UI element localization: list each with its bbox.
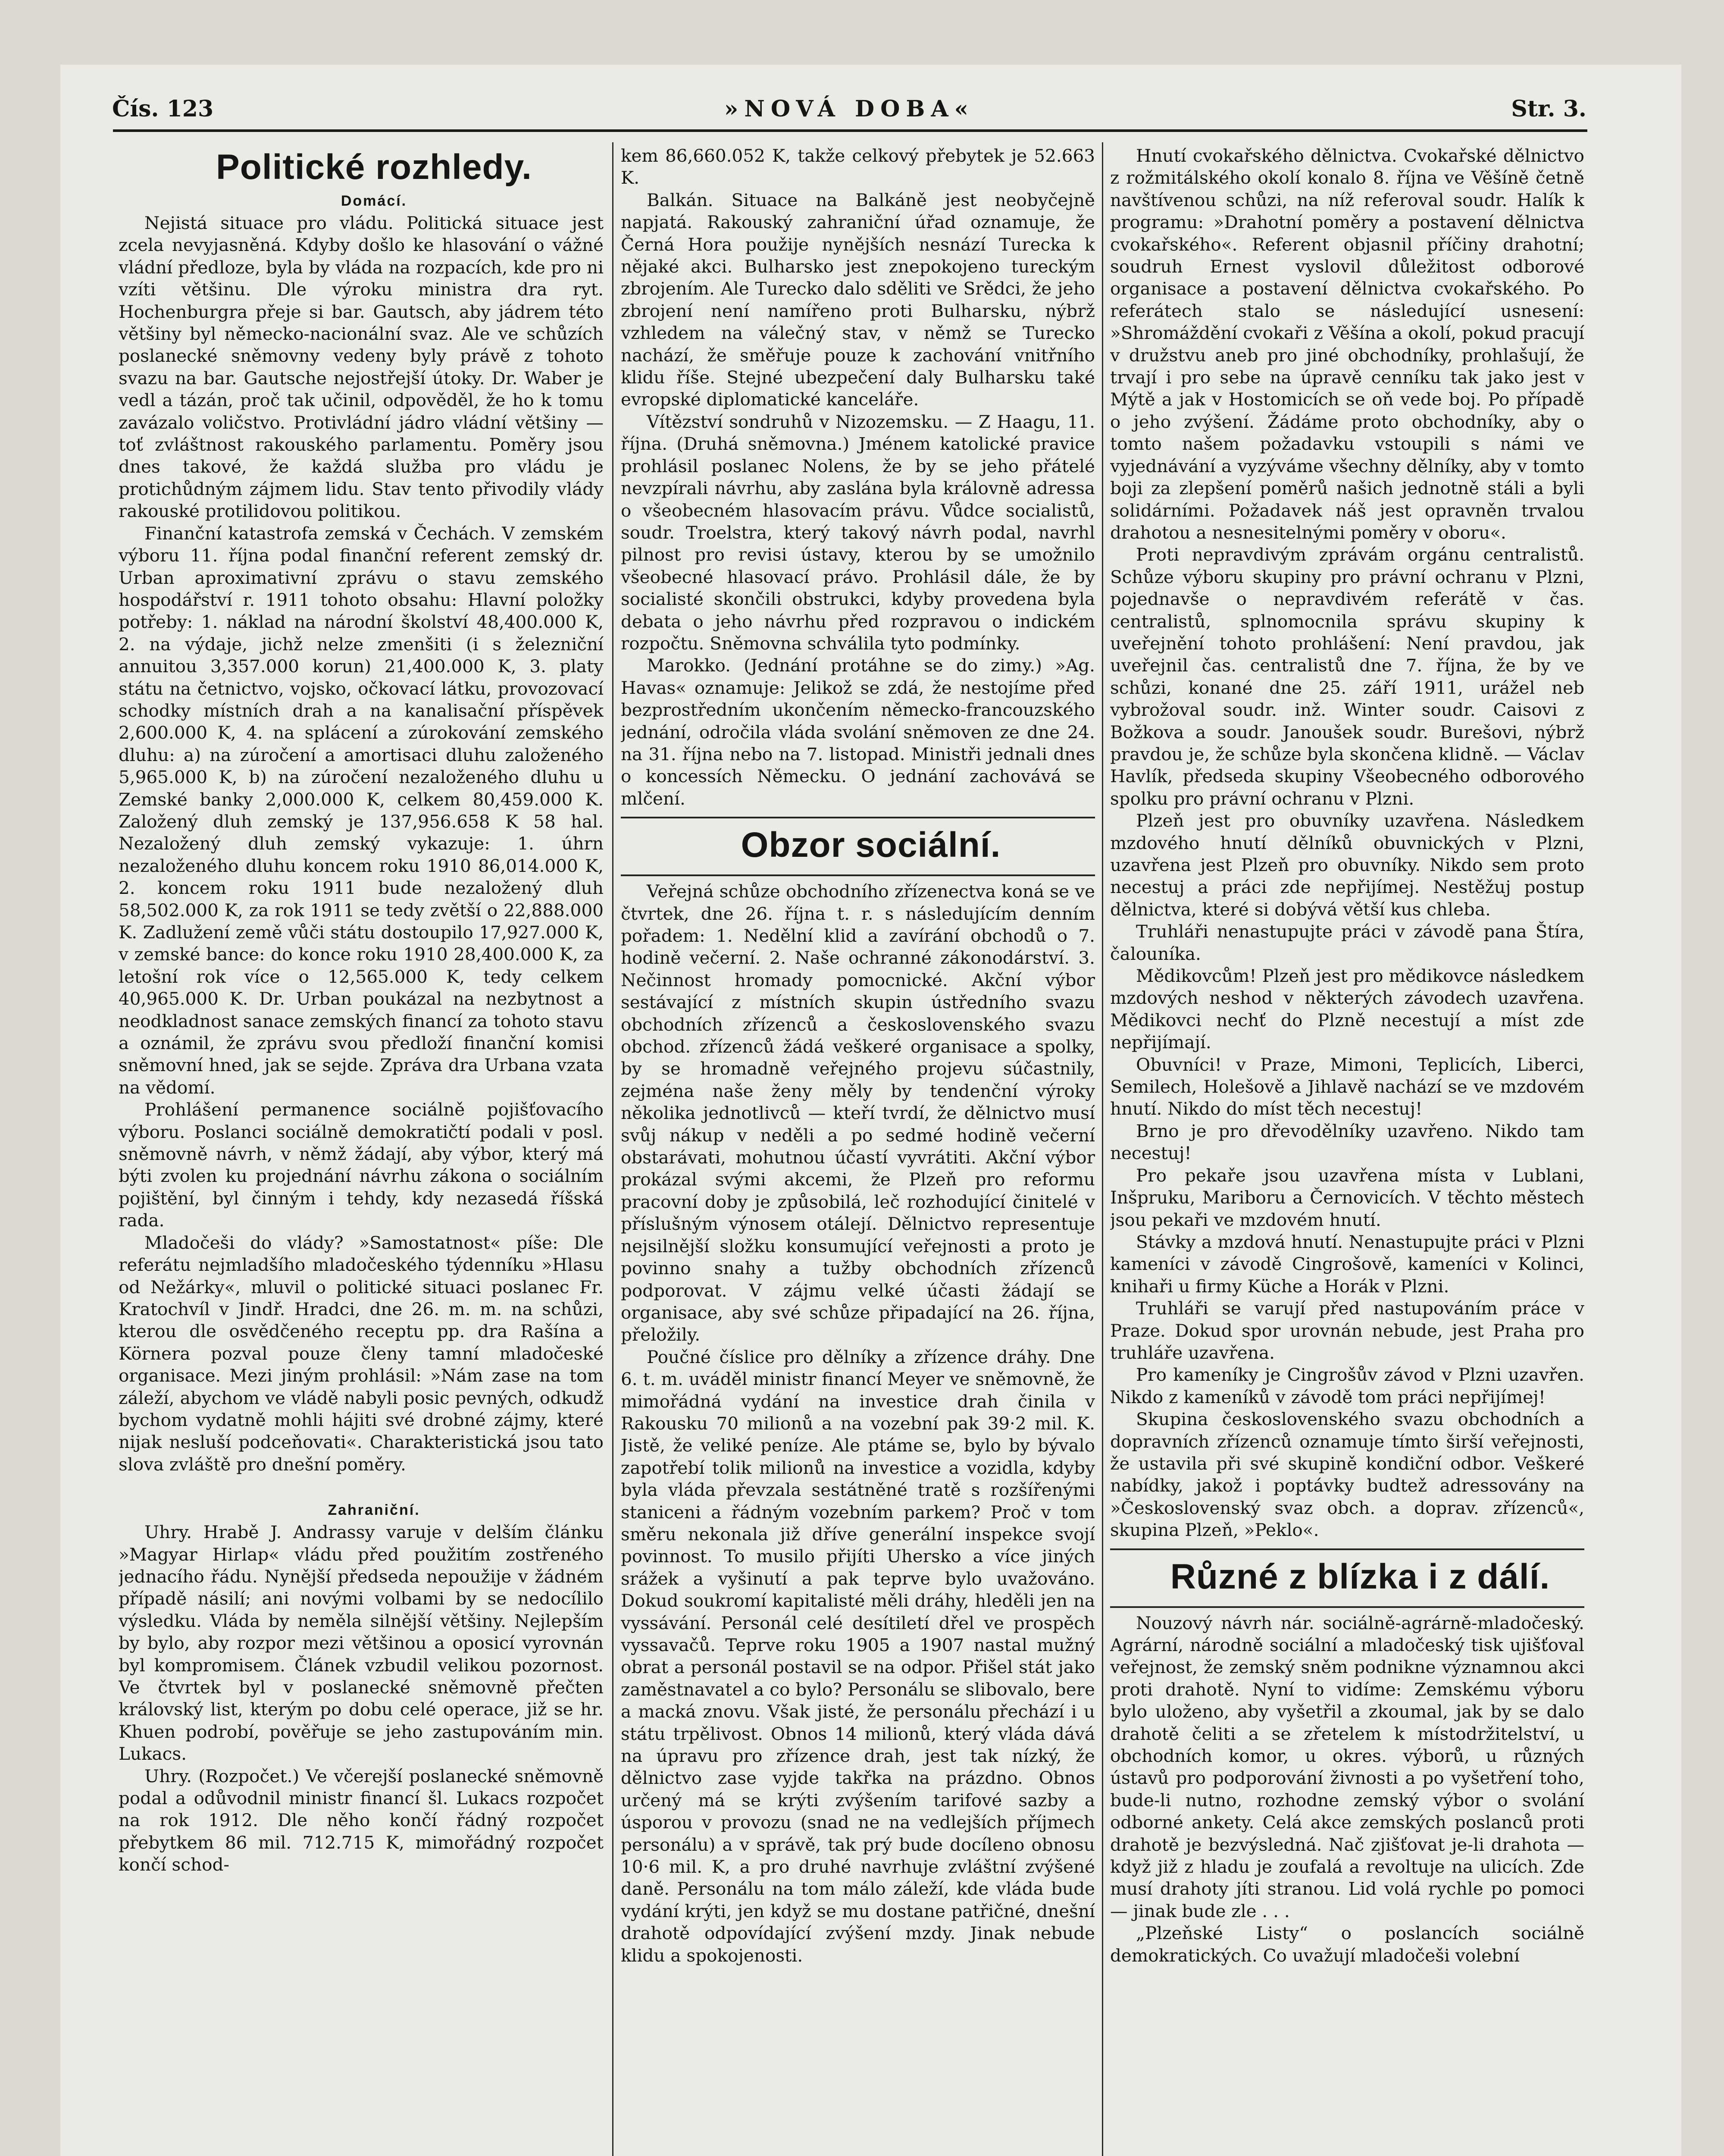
article-paragraph: Truhláři nenastupujte práci v závodě pana Štíra, čalouníka. bbox=[1110, 921, 1584, 964]
section-title-misc: Různé z blízka i z dálí. bbox=[1170, 1557, 1550, 1596]
column-1 bbox=[119, 145, 604, 2156]
issue-number: Čís. 123 bbox=[112, 96, 214, 122]
article-paragraph: Marokko. (Jednání protáhne se do zimy.) »Ag. Havas« oznamuje: Jelikož se zdá, že nestojíme před bezprostředním ukončením německo-francouzského jednání, odročila vláda svolání sněmoven ze dne 24. na 31. října nebo na 7. listopad. Ministři jednali dnes o koncessích Německu. O jednání zachovává se mlčení. bbox=[621, 655, 1095, 809]
article-paragraph: Uhry. (Rozpočet.) Ve včerejší poslanecké sněmovně podal a odůvodnil ministr financí šl. Lukacs rozpočet na rok 1912. Dle něho končí řádný rozpočet přebytkem 86 mil. 712.715 K, mimořádný rozpočet končí schod- bbox=[119, 1765, 604, 1875]
article-paragraph: kem 86,660.052 K, takže celkový přebytek je 52.663 K. bbox=[621, 145, 1095, 188]
article-paragraph: Nejistá situace pro vládu. Politická situace jest zcela nevyjasněná. Kdyby došlo ke hlasování o vážné vládní předloze, byla by vláda na rozpacích, kde pro ni vzíti většinu. Dle výroku ministra dra ryt. Hochenburgra přeje si bar. Gautsch, aby jádrem této většiny byl německo-nacionální svaz. Ale ve schůzích poslanecké sněmovny vedeny byly právě z tohoto svazu na bar. Gautsche nejostřejší útoky. Dr. Waber je vedl a tázán, proč tak učinil, odpověděl, že ho k tomu zavázalo voličstvo. Protivládní jádro vládní většiny — toť zvláštnost rakouského parlamentu. Poměry jsou dnes takové, že každá služba pro vládu je protichůdným zájmem lidu. Stav tento přivodily vlády rakouské protilidovou politikou. bbox=[119, 213, 604, 522]
column-divider bbox=[612, 142, 613, 2156]
article-paragraph: Veřejná schůze obchodního zřízenectva koná se ve čtvrtek, dne 26. října t. r. s následujícím denním pořadem: 1. Nedělní klid a zavírání obchodů o 7. hodině večerní. 2. Naše ochranné zákonodárství. 3. Nečinnost hromady pomocnické. Akční výbor sestávající z místních skupin ústředního svazu obchodních zřízenců a československého svazu obchod. zřízenců žádá veškeré organisace a spolky, by se hromadně veřejného projevu súčastnily, zejména naše ženy měly by tendenční výroky několika jednotlivců — kteří tvrdí, že dělnictvo musí svůj nákup v neděli a po sedmé hodině večerní obstarávati, mohutnou účastí vyvrátiti. Akční výbor prokázal svými akcemi, že Plzeň pro reformu pracovní doby je způsobilá, leč rozhodující činitelé v příslušným výnosem otálejí. Dělnictvo representuje nejsilnější složku konsumující veřejnosti a proto je povinno snahy a tužby obchodních zřízenců podporovat. V zájmu velké účasti žádají se organisace, aby své schůze připadající na 26. října, přeložily. bbox=[621, 881, 1095, 1345]
article-paragraph: Stávky a mzdová hnutí. Nenastupujte práci v Plzni kameníci v závodě Cingrošově, kameníci v Kolinci, knihaři u firmy Küche a Horák v Plzni. bbox=[1110, 1231, 1584, 1297]
section-rule bbox=[621, 817, 1095, 818]
column-2 bbox=[621, 145, 1095, 2156]
page-number: Str. 3. bbox=[1511, 96, 1586, 122]
section-title-social: Obzor sociální. bbox=[741, 825, 1001, 865]
article-paragraph: Poučné číslice pro dělníky a zřízence dráhy. Dne 6. t. m. uváděl ministr financí Meyer ve sněmovně, že mimořádná vydání na investice drah činila v Rakousku 70 milionů a na vozební pak 39·2 mil. K. Jistě, že veliké peníze. Ale ptáme se, bylo by bývalo zapotřebí tolik milionů na investice a vozidla, kdyby byla vláda převzala sestátněné tratě s rozšířenými staniceni a řádným vozebním parkem? Proč v tom směru nekonala již dříve generální inspekce svojí povinnost. To musilo přijíti Uhersko a více jiných srážek a vyšinutí a pak teprve bylo uvažováno. Dokud soukromí kapitalisté měli dráhy, hleděli jen na vyssávání. Personál celé desítiletí dřel ve prospěch vyssavačů. Teprve roku 1905 a 1907 nastal mužný obrat a personál postavil se na odpor. Přišel stát jako zaměstnavatel a co bylo? Personálu se slibovalo, bere a macká znovu. Však jisté, že personálu přechází i u státu trpělivost. Obnos 14 milionů, který vláda dává na úpravu pro zřízence drah, jest tak nízký, že dělnictvo zase vyjde takřka na prázdno. Obnos určený má se krýti zvýšením tarifové sazby a úsporou v provozu (snad ne na vedlejších příjmech personálu) a v správě, tak prý bude docíleno obnosu 10·6 mil. K, a pro druhé navrhuje zvláštní zvýšené daně. Personálu na tom málo záleží, kde vláda bude vydání krýti, jen když se mu dostane patřičné, dnešní drahotě odpovídající zvýšení mzdy. Jinak nebude klidu a spokojenosti. bbox=[621, 1346, 1095, 1966]
article-paragraph: Skupina československého svazu obchodních a dopravních zřízenců oznamuje tímto širší veřejnosti, že ustavila při své skupině kondiční odbor. Veškeré nabídky, jakož i poptávky budtež adressovány na »Československý svaz obch. a doprav. zřízenců«, skupina Plzeň, »Peklo«. bbox=[1110, 1409, 1584, 1541]
article-paragraph: Truhláři se varují před nastupováním práce v Praze. Dokud spor urovnán nebude, jest Praha pro truhláře uzavřena. bbox=[1110, 1298, 1584, 1363]
article-paragraph: Mladočeši do vlády? »Samostatnost« píše: Dle referátu nejmladšího mladočeského týdenníku »Hlasu od Nežárky«, mluvil o politické situaci poslanec Fr. Kratochvíl v Jindř. Hradci, dne 26. m. m. na schůzi, kterou dle osvědčeného receptu pp. dra Rašína a Körnera pozval pouze členy tamní mladočeské organisace. Mezi jiným prohlásil: »Nám zase na tom záleží, abychom ve vládě nabyli posic pevných, odkudž bychom vydatně mohli hájiti své drobné zájmy, které nijak nesluší podceňovati«. Charakteristická jsou tato slova zvláště pro dnešní poměry. bbox=[119, 1232, 604, 1475]
subsection-foreign: Zahraniční. bbox=[328, 1502, 420, 1519]
article-paragraph: Plzeň jest pro obuvníky uzavřena. Následkem mzdového hnutí dělníků obuvnických v Plzni, uzavřena jest Plzeň pro obuvníky. Nikdo sem proto necestuj a práci zde nepřijímej. Nestěžuj postup dělnictva, které si dobývá větší kus chleba. bbox=[1110, 810, 1584, 920]
newspaper-title: »NOVÁ DOBA« bbox=[724, 96, 975, 122]
article-paragraph: Obuvníci! v Praze, Mimoni, Teplicích, Liberci, Semilech, Holešově a Jihlavě nachází se ve mzdovém hnutí. Nikdo do míst těch necestuj! bbox=[1110, 1054, 1584, 1119]
article-paragraph: Finanční katastrofa zemská v Čechách. V zemském výboru 11. října podal finanční referent zemský dr. Urban aproximativní zprávu o stavu zemského hospodářství r. 1911 tohoto obsahu: Hlavní položky potřeby: 1. náklad na národní školství 48,400.000 K, 2. na výdaje, jichž nelze zmenšiti (i s železniční annuitou 3,357.000 korun) 21,400.000 K, 3. platy státu na četnictvo, vojsko, očkovací látku, provozovací schodky místních drah a na kanalisační příspěvek 2,600.000 K, 4. na splácení a zúrokování zemského dluhu: a) na zúročení a amortisaci dluhu založeného 5,965.000 K, b) na zúročení nezaloženého dluhu u Zemské banky 2,000.000 K, celkem 80,459.000 K. Založený dluh zemský je 137,956.658 K 58 hal. Nezaložený dluh zemský vykazuje: 1. úhrn nezaloženého dluhu koncem roku 1910 86,014.000 K, 2. koncem roku 1911 bude nezaložený dluh 58,502.000 K, za rok 1911 se tedy zvětší o 22,888.000 K. Zadlužení země vůči státu dostoupilo 17,927.000 K, v zemské bance: do konce roku 1910 28,400.000 K, za letošní rok více o 12,565.000 K, tedy celkem 40,965.000 K. Dr. Urban poukázal na nezbytnost a neodkladnost sanace zemských financí za tohoto stavu a oznámil, že zprávu svou předloží finanční komisi sněmovní hned, jak se sejde. Zpráva dra Urbana vzata na vědomí. bbox=[119, 523, 604, 1098]
article-paragraph: Hnutí cvokařského dělnictva. Cvokařské dělnictvo z rožmitálského okolí konalo 8. října ve Věšíně četně navštívenou schůzi, na níž referoval soudr. Halík k programu: »Drahotní poměry a postavení dělnictva cvokařského«. Referent objasnil příčiny drahotní; soudruh Ernest vyslovil důležitost odborové organisace a postavení dělnictva cvokařského. Po referátech stalo se následující usnesení: »Shromáždění cvokaři z Věšína a okolí, pokud pracují v družstvu aneb pro jiné obchodníky, prohlašují, že trvají i pro sebe na úpravě cenníku tak jako jest v Mýtě a jak v Hostomicích se oň vede boj. Po případě o jeho zvýšení. Žádáme proto obchodníky, aby o tomto našem požadavku vstoupili s námi ve vyjednávání a vyzýváme všechny dělníky, aby v tomto boji za zlepšení poměrů našich jednotně stáli a byli solidárními. Požadavek náš jest opravněn trvalou drahotou a nesnesitelnými poměry v oboru«. bbox=[1110, 145, 1584, 543]
article-paragraph: Vítězství sondruhů v Nizozemsku. — Z Haagu, 11. října. (Druhá sněmovna.) Jménem katolické pravice prohlásil poslanec Nolens, že by se jeho přátelé nevzpírali návrhu, aby zaslána byla královně adressa o všeobecném hlasovacím právu. Vůdce socialistů, soudr. Troelstra, který takový návrh podal, navrhl pilnost pro revisi ústavy, kterou by se umožnilo všeobecné hlasovací právo. Prohlásil dále, že by socialisté skončili obstrukci, kdyby provedena byla debata o jeho návrhu před rozpravou o indickém rozpočtu. Sněmovna schválila tyto podmínky. bbox=[621, 411, 1095, 654]
article-paragraph: Balkán. Situace na Balkáně jest neobyčejně napjatá. Rakouský zahraniční úřad oznamuje, že Černá Hora použije nynějších nesnází Turecka k nějaké akci. Bulharsko jest znepokojeno tureckým zbrojením. Ale Turecko dalo sděliti ve Srědci, že jeho zbrojení není namířeno proti Bulharsku, nýbrž vzhledem na válečný stav, v němž se Turecko nachází, že směřuje pouze k zachování vnitřního klidu říše. Stejné ubezpečení daly Bulharsku také evropské diplomatické kanceláře. bbox=[621, 189, 1095, 410]
article-paragraph: Pro kameníky je Cingrošův závod v Plzni uzavřen. Nikdo z kameníků v závodě tom práci nepřijímej! bbox=[1110, 1364, 1584, 1407]
article-paragraph: Prohlášení permanence sociálně pojišťovacího výboru. Poslanci sociálně demokratičtí podali v posl. sněmovně návrh, v němž žádají, aby výbor, který má býti zvolen ku projednání návrhu zákona o sociálním pojištění, byl činným i tehdy, kdy nezasedá říšská rada. bbox=[119, 1099, 604, 1231]
article-paragraph: „Plzeňské Listy“ o poslancích sociálně demokratických. Co uvažují mladočeši volební bbox=[1110, 1923, 1584, 1966]
column-divider bbox=[1102, 142, 1103, 2156]
article-paragraph: Pro pekaře jsou uzavřena místa v Lublani, Inšpruku, Mariboru a Černovicích. V těchto městech jsou pekaři ve mzdovém hnutí. bbox=[1110, 1165, 1584, 1230]
article-paragraph: Proti nepravdivým zprávám orgánu centralistů. Schůze výboru skupiny pro právní ochranu v Plzni, pojednavše o nepravdivém referátě v čas. centralistů, splnomocnila správu skupiny k uveřejnění tohoto prohlášení: Není pravdou, jak uveřejnil čas. centralistů dne 7. října, že by ve schůzi, konané dne 25. září 1911, urážel neb vybrožoval soudr. inž. Winter soudr. Caisovi z Božkova a soudr. Janoušek soudr. Burešovi, nýbrž pravdou je, že schůze byla skončena klidně. — Václav Havlík, předseda skupiny Všeobecného odborového spolku pro právní ochranu v Plzni. bbox=[1110, 544, 1584, 809]
section-rule bbox=[621, 874, 1095, 876]
page-header bbox=[112, 94, 1586, 124]
column-3 bbox=[1110, 145, 1584, 2156]
section-rule bbox=[1110, 1606, 1584, 1608]
section-title-politics: Politické rozhledy. bbox=[216, 147, 532, 187]
subsection-domestic: Domácí. bbox=[341, 193, 407, 209]
article-paragraph: Mědikovcům! Plzeň jest pro mědikovce následkem mzdových neshod v některých závodech uzavřena. Mědikovci nechť do Plzně necestují a míst zde nepřijímají. bbox=[1110, 965, 1584, 1053]
header-rule bbox=[113, 129, 1587, 132]
article-paragraph: Uhry. Hrabě J. Andrassy varuje v delším článku »Magyar Hirlap« vládu před použitím zostřeného jednacího řádu. Nynější předseda nepoužije v žádném případě násilí; ani novými volbami by se nedocílilo výsledku. Vláda by neměla silnější většiny. Nejlepším by bylo, aby rozpor mezi většinou a oposicí vyrovnán byl kompromisem. Článek vzbudil velikou pozornost. Ve čtvrtek byl v poslanecké sněmovně přečten královský list, kterým po dobu celé operace, již se hr. Khuen podrobí, pověřuje se jeho zastupováním min. Lukacs. bbox=[119, 1522, 604, 1764]
section-rule bbox=[1110, 1548, 1584, 1550]
article-paragraph: Brno je pro dřevodělníky uzavřeno. Nikdo tam necestuj! bbox=[1110, 1120, 1584, 1164]
article-paragraph: Nouzový návrh nár. sociálně-agrárně-mladočeský. Agrární, národně sociální a mladočeský tisk ujišťoval veřejnost, že zemský sněm podnikne významnou akci proti drahotě. Nyní to vidíme: Zemskému výboru bylo uloženo, aby vyšetřil a zkoumal, jak by se dalo drahotě čeliti a se zřetelem k místodržitelství, u obchodních komor, u okres. výborů, u různých ústavů pro podporování živnosti a po vyšetření toho, bude-li nutno, rozhodne zemský výbor o svolání odborné ankety. Celá akce zemských poslanců proti drahotě je bezvýsledná. Nač zjišťovat je-li drahota — když již z hladu je zoufalá a revoltuje na ulicích. Zde musí drahoty jíti stranou. Lid volá rychle po pomoci — jinak bude zle . . . bbox=[1110, 1612, 1584, 1921]
